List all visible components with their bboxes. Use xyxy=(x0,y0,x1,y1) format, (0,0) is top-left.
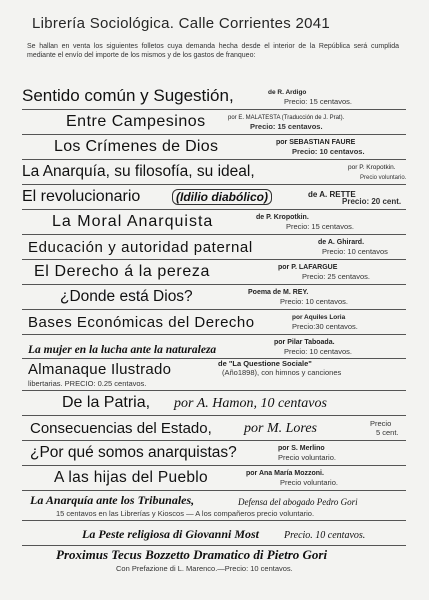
item-title: El revolucionario xyxy=(22,188,141,205)
item-price: Precio: 10 centavos. xyxy=(280,297,348,306)
item-title: La mujer en la lucha ante la naturaleza xyxy=(28,344,217,356)
item-extra: libertarias. PRECIO: 0.25 centavos. xyxy=(28,379,147,388)
item-title: A las hijas del Pueblo xyxy=(54,469,208,486)
catalog-item xyxy=(22,84,406,108)
item-price: Precio: 10 centavos. xyxy=(292,147,365,156)
catalog-item xyxy=(22,490,406,520)
item-author: de P. Kropotkin. xyxy=(256,214,309,221)
item-price: Precio. 10 centavos. xyxy=(284,530,366,541)
catalog-item xyxy=(22,184,406,208)
catalog-item xyxy=(22,134,406,158)
item-note: Con Prefazione di L. Marenco.—Precio: 10 centavos. xyxy=(116,564,293,573)
item-title: Proximus Tecus Bozzetto Dramatico di Pietro Gori xyxy=(56,547,328,562)
item-price: Precio: 10 centavos xyxy=(322,247,388,256)
catalog-item xyxy=(22,440,406,464)
catalog-item xyxy=(22,284,406,308)
item-title: ¿Por qué somos anarquistas? xyxy=(30,444,237,461)
item-price: Precio xyxy=(370,419,392,428)
item-title: Bases Económicas del Derecho xyxy=(28,314,255,331)
catalog-item xyxy=(22,545,406,575)
item-price: Precio:30 centavos. xyxy=(292,322,358,331)
item-author: por E. MALATESTA (Traducción de J. Prat). xyxy=(228,115,345,121)
item-title: Sentido común y Sugestión, xyxy=(22,86,234,105)
item-author: de A. RETTE xyxy=(308,190,356,199)
item-price: Precio: 15 centavos. xyxy=(250,122,323,131)
item-author: Poema de M. REY. xyxy=(248,289,309,296)
item-author: por M. Lores xyxy=(244,421,317,436)
item-price-amount: 5 cent. xyxy=(376,428,399,437)
item-title: Educación y autoridad paternal xyxy=(28,239,253,256)
item-author: de R. Ardigo xyxy=(268,89,307,96)
item-author: por Aquiles Loria xyxy=(292,314,346,321)
item-author: por P. LAFARGUE xyxy=(278,264,338,271)
item-title: Los Crímenes de Dios xyxy=(54,138,219,155)
item-price: Precio: 15 centavos. xyxy=(284,97,352,106)
item-title: La Anarquía ante los Tribunales, xyxy=(30,493,195,507)
item-author: por Pilar Taboada. xyxy=(274,339,335,346)
item-price: Precio voluntario. xyxy=(280,478,338,487)
item-title: La Anarquía, su filosofía, su ideal, xyxy=(22,163,255,180)
catalog-item xyxy=(22,465,406,489)
catalog-item xyxy=(22,259,406,283)
catalog-item xyxy=(22,334,406,358)
item-author: por Ana María Mozzoni. xyxy=(246,470,324,477)
item-author: por A. Hamon, 10 centavos xyxy=(174,396,327,411)
catalog-item xyxy=(22,520,406,544)
catalog-item xyxy=(22,159,406,183)
item-price: Precio: 25 centavos. xyxy=(302,272,370,281)
item-author: de A. Ghirard. xyxy=(318,239,365,246)
item-title: La Peste religiosa di Giovanni Most xyxy=(82,527,259,541)
item-author: por SEBASTIAN FAURE xyxy=(276,139,356,146)
item-note: 15 centavos en las Librerías y Kioscos — A los compañeros precio voluntario. xyxy=(56,509,315,518)
item-price: Precio: 20 cent. xyxy=(342,197,402,206)
item-price: Precio: 10 centavos. xyxy=(284,347,352,356)
catalog-item xyxy=(22,234,406,258)
item-title: Entre Campesinos xyxy=(66,113,206,130)
intro-text: Se hallan en venta los siguientes folletos cuya demanda hecha desde el interior de la República será cumplida mediante el envío del importe de los mismos y de los gastos de franqueo: xyxy=(27,43,399,59)
item-title: La Moral Anarquista xyxy=(52,213,214,230)
item-price: Precio voluntario. xyxy=(360,175,407,181)
item-title: El Derecho á la pereza xyxy=(34,263,210,280)
item-price: Precio voluntario. xyxy=(278,453,336,462)
item-author: por S. Merlino xyxy=(278,445,325,452)
item-price: Precio: 15 centavos. xyxy=(286,222,354,231)
item-title: ¿Donde está Dios? xyxy=(60,288,193,305)
item-title: Almanaque Ilustrado xyxy=(28,361,172,378)
catalog-item xyxy=(22,390,406,414)
item-subtitle: (Idilio diabólico) xyxy=(172,189,272,205)
item-note: (Año1898), con himnos y canciones xyxy=(222,368,342,377)
page-title: Librería Sociológica. Calle Corrientes 2041 xyxy=(32,15,331,32)
catalog-item xyxy=(22,309,406,333)
item-title: Consecuencias del Estado, xyxy=(30,420,212,437)
item-author: de "La Questione Sociale" xyxy=(218,359,312,368)
item-author: Defensa del abogado Pedro Gori xyxy=(238,497,358,507)
catalog-item xyxy=(22,109,406,133)
catalog-item xyxy=(22,209,406,233)
item-author: por P. Kropotkin. xyxy=(348,164,396,171)
catalog-item xyxy=(22,415,406,439)
catalog-item xyxy=(22,358,406,390)
item-title: De la Patria, xyxy=(62,394,151,411)
